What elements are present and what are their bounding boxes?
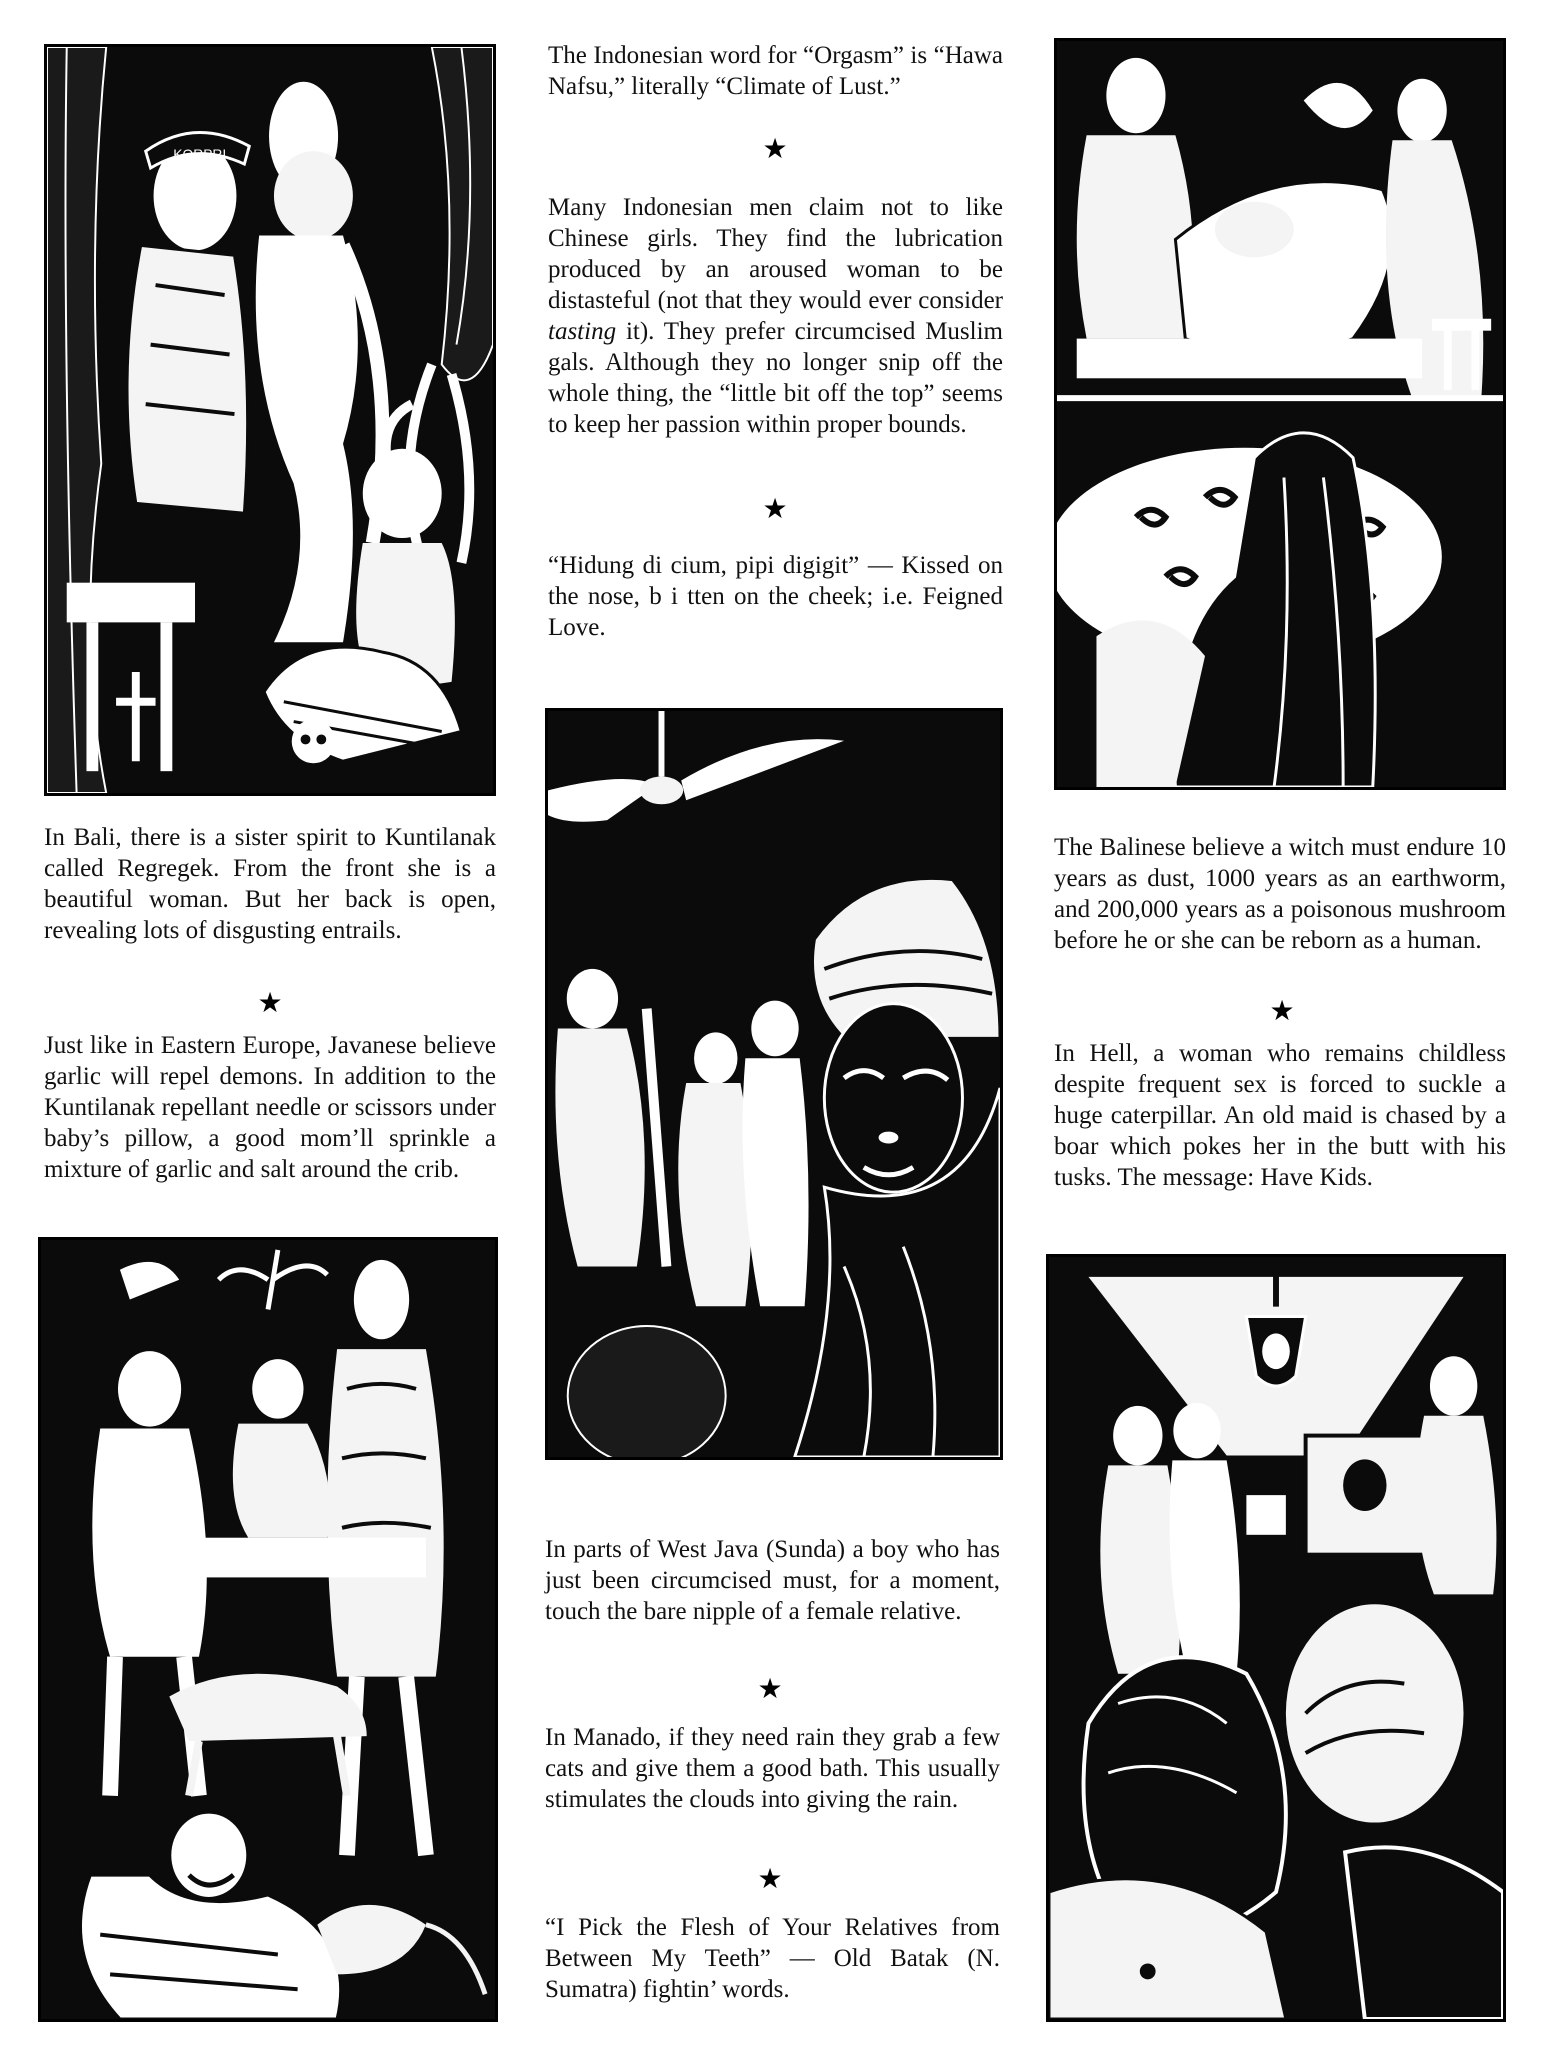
hidung-fact-text: “Hidung di cium, pipi digigit” — Kissed on the nose, b i tten on the cheek; i.e. Feigned Love.	[548, 552, 1003, 641]
chinese-girls-text-part-2: it). They prefer circumcised Muslim gals. Although they no longer snip off the whole thing, the “little bit off the top” seems to keep her passion within proper bounds.	[548, 318, 1003, 438]
star-divider: ★	[762, 494, 788, 525]
bali-regregek-text: In Bali, there is a sister spirit to Kuntilanak called Regregek. From the front she is a beautiful woman. But her back is open, revealing lots of disgusting entrails.	[44, 824, 496, 944]
star-divider: ★	[762, 134, 788, 165]
chinese-girls-text-part-1: Many Indonesian men claim not to like Chinese girls. They find the lubrication produced by an aroused woman to be distasteful (not that they would ever consider	[548, 194, 1003, 314]
panel-massage-room	[1054, 38, 1506, 790]
orgasm-fact-text: The Indonesian word for “Orgasm” is “Hawa Nafsu,” literally “Climate of Lust.”	[548, 42, 1003, 100]
balinese-witch-text: The Balinese believe a witch must endure 10 years as dust, 1000 years as an earthworm, and 200,000 years as a poisonous mushroom before he or she can be reborn as a human.	[1054, 834, 1506, 954]
lamp-room-illustration	[1049, 1257, 1503, 2019]
panel-lamp-room	[1046, 1254, 1506, 2022]
batak-fact-text: “I Pick the Flesh of Your Relatives from Between My Teeth” — Old Batak (N. Sumatra) fightin’ words.	[545, 1914, 1000, 2003]
massage-room-illustration	[1057, 41, 1503, 787]
star-divider: ★	[757, 1674, 783, 1705]
hell-fact-text: In Hell, a woman who remains childless despite frequent sex is forced to suckle a huge caterpillar. An old maid is chased by a boar which pokes her in the butt with his tusks. The message: Have Kids.	[1054, 1040, 1506, 1191]
panel-band-and-woman	[545, 708, 1003, 1460]
manado-fact-text: In Manado, if they need rain they grab a few cats and give them a good bath. This usually stimulates the clouds into giving the rain.	[545, 1724, 1000, 1813]
band-woman-illustration	[548, 711, 1000, 1457]
star-divider: ★	[257, 988, 283, 1019]
chinese-girls-italic-word: tasting	[548, 318, 617, 345]
west-java-fact-text: In parts of West Java (Sunda) a boy who has just been circumcised must, for a moment, touch the bare nipple of a female relative.	[545, 1536, 1000, 1625]
panel-soldier-and-dancer	[44, 44, 496, 796]
panel-village-scene	[38, 1237, 498, 2022]
star-divider: ★	[1269, 996, 1295, 1027]
star-divider: ★	[757, 1864, 783, 1895]
garlic-fact-text: Just like in Eastern Europe, Javanese believe garlic will repel demons. In addition to the Kuntilanak repellant needle or scissors under baby’s pillow, a good mom’ll sprinkle a mixture of garlic and salt around the crib.	[44, 1032, 496, 1183]
soldier-dancer-illustration	[47, 47, 493, 793]
chinese-girls-fact-text	[548, 192, 1003, 440]
korpri-cap-text: KORPRI	[173, 146, 227, 163]
village-scene-illustration	[41, 1240, 495, 2019]
